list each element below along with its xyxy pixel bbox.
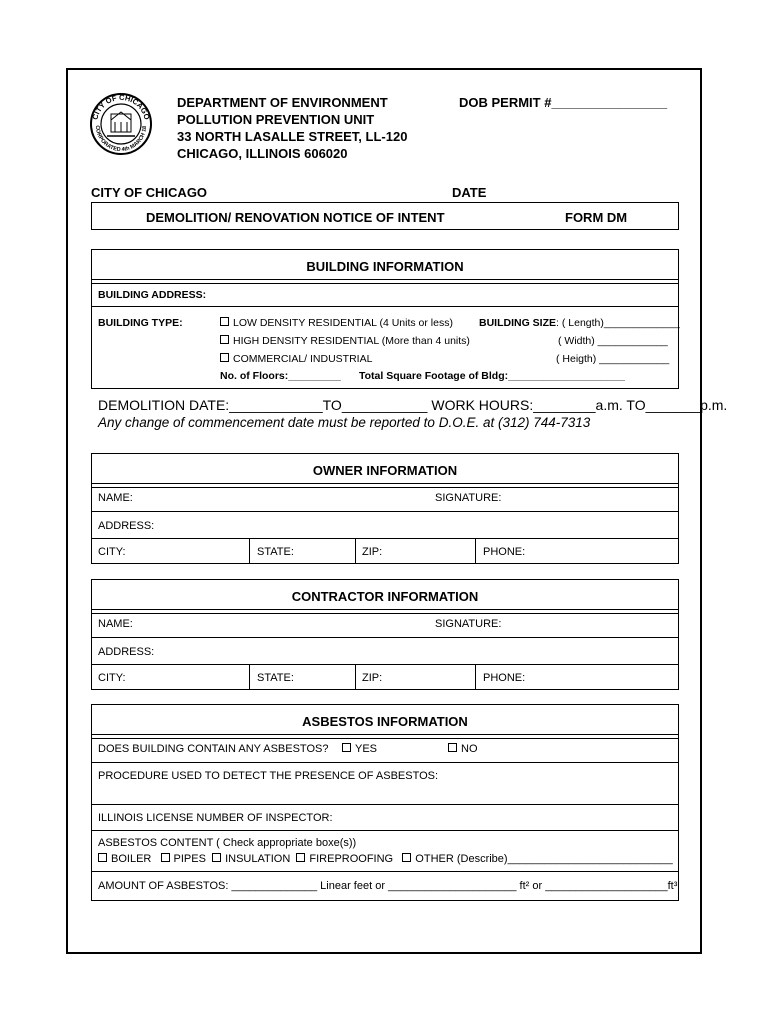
checkbox-icon <box>212 853 221 862</box>
building-info-section <box>91 249 679 389</box>
asbestos-no-checkbox[interactable]: NO <box>448 743 478 755</box>
contractor-info-section <box>91 579 679 690</box>
contractor-phone-field[interactable]: PHONE: <box>483 672 526 684</box>
contractor-state-field[interactable]: STATE: <box>257 672 294 684</box>
building-height-field[interactable]: ( Heigth) ____________ <box>556 353 670 365</box>
seal-text-top: CITY OF CHICAGO <box>90 92 152 121</box>
checkbox-icon <box>98 853 107 862</box>
svg-text:CITY OF CHICAGO <box>90 93 151 121</box>
owner-info-section <box>91 453 679 564</box>
department-name: DEPARTMENT OF ENVIRONMENT <box>177 95 388 110</box>
city-address: CHICAGO, ILLINOIS 606020 <box>177 146 348 161</box>
contractor-address-field[interactable]: ADDRESS: <box>98 646 155 658</box>
demolition-date-line[interactable]: DEMOLITION DATE:____________TO___________ WORK HOURS:________a.m. TO_______p.m. <box>98 397 728 413</box>
owner-phone-field[interactable]: PHONE: <box>483 546 526 558</box>
content-other-checkbox[interactable]: OTHER (Describe)___________________________ <box>402 853 672 865</box>
form-title-box <box>91 202 679 230</box>
contractor-city-field[interactable]: CITY: <box>98 672 126 684</box>
type-commercial-checkbox[interactable]: COMMERCIAL/ INDUSTRIAL <box>220 353 372 365</box>
contractor-name-field[interactable]: NAME: <box>98 618 133 630</box>
type-low-density-checkbox[interactable]: LOW DENSITY RESIDENTIAL (4 Units or less) <box>220 317 453 329</box>
owner-city-field[interactable]: CITY: <box>98 546 126 558</box>
asbestos-content-label: ASBESTOS CONTENT ( Check appropriate boxe(s)) <box>98 837 357 849</box>
content-fireproofing-checkbox[interactable]: FIREPROOFING <box>296 853 393 865</box>
checkbox-icon <box>220 317 229 326</box>
asbestos-info-section <box>91 704 679 901</box>
form-code: FORM DM <box>565 210 628 225</box>
building-width-field[interactable]: ( Width) ____________ <box>558 335 668 347</box>
street-address: 33 NORTH LASALLE STREET, LL-120 <box>177 129 408 144</box>
city-seal-icon <box>89 92 153 156</box>
checkbox-icon <box>220 335 229 344</box>
checkbox-icon <box>296 853 305 862</box>
owner-state-field[interactable]: STATE: <box>257 546 294 558</box>
detection-procedure-field[interactable]: PROCEDURE USED TO DETECT THE PRESENCE OF ASBESTOS: <box>98 770 439 782</box>
unit-name: POLLUTION PREVENTION UNIT <box>177 112 375 127</box>
owner-info-title: OWNER INFORMATION <box>312 463 458 478</box>
building-info-title: BUILDING INFORMATION <box>306 259 464 274</box>
asbestos-yes-checkbox[interactable]: YES <box>342 743 377 755</box>
content-pipes-checkbox[interactable]: PIPES <box>161 853 206 865</box>
checkbox-icon <box>448 743 457 752</box>
floors-field[interactable]: No. of Floors:_________ <box>220 370 341 382</box>
dob-permit-field[interactable]: DOB PERMIT #________________ <box>459 95 668 110</box>
contains-asbestos-label: DOES BUILDING CONTAIN ANY ASBESTOS? <box>98 743 329 755</box>
owner-zip-field[interactable]: ZIP: <box>362 546 383 558</box>
building-length-field[interactable]: BUILDING SIZE: ( Length)_____________ <box>479 317 680 329</box>
building-type-label: BUILDING TYPE: <box>98 317 183 329</box>
checkbox-icon <box>342 743 351 752</box>
checkbox-icon <box>161 853 170 862</box>
owner-name-field[interactable]: NAME: <box>98 492 133 504</box>
content-boiler-checkbox[interactable]: BOILER <box>98 853 151 865</box>
asbestos-info-title: ASBESTOS INFORMATION <box>302 714 468 729</box>
contractor-signature-field[interactable]: SIGNATURE: <box>435 618 502 630</box>
building-address-field[interactable]: BUILDING ADDRESS: <box>98 289 207 301</box>
contractor-info-title: CONTRACTOR INFORMATION <box>291 589 479 604</box>
owner-address-field[interactable]: ADDRESS: <box>98 520 155 532</box>
contractor-zip-field[interactable]: ZIP: <box>362 672 383 684</box>
asbestos-amount-field[interactable]: AMOUNT OF ASBESTOS: ______________ Linear feet or _____________________ ft² or ____________________ft³ <box>98 880 678 892</box>
date-field[interactable]: DATE <box>452 185 487 200</box>
inspector-license-field[interactable]: ILLINOIS LICENSE NUMBER OF INSPECTOR: <box>98 812 333 824</box>
form-title: DEMOLITION/ RENOVATION NOTICE OF INTENT <box>146 210 445 225</box>
type-high-density-checkbox[interactable]: HIGH DENSITY RESIDENTIAL (More than 4 units) <box>220 335 470 347</box>
checkbox-icon <box>402 853 411 862</box>
square-footage-field[interactable]: Total Square Footage of Bldg:____________________ <box>359 370 625 382</box>
content-insulation-checkbox[interactable]: INSULATION <box>212 853 290 865</box>
city-label: CITY OF CHICAGO <box>91 185 208 200</box>
owner-signature-field[interactable]: SIGNATURE: <box>435 492 502 504</box>
commencement-note: Any change of commencement date must be reported to D.O.E. at (312) 744-7313 <box>98 415 591 430</box>
checkbox-icon <box>220 353 229 362</box>
seal-text-bottom: CORPORATED 4th MARCH 18 <box>93 125 149 154</box>
